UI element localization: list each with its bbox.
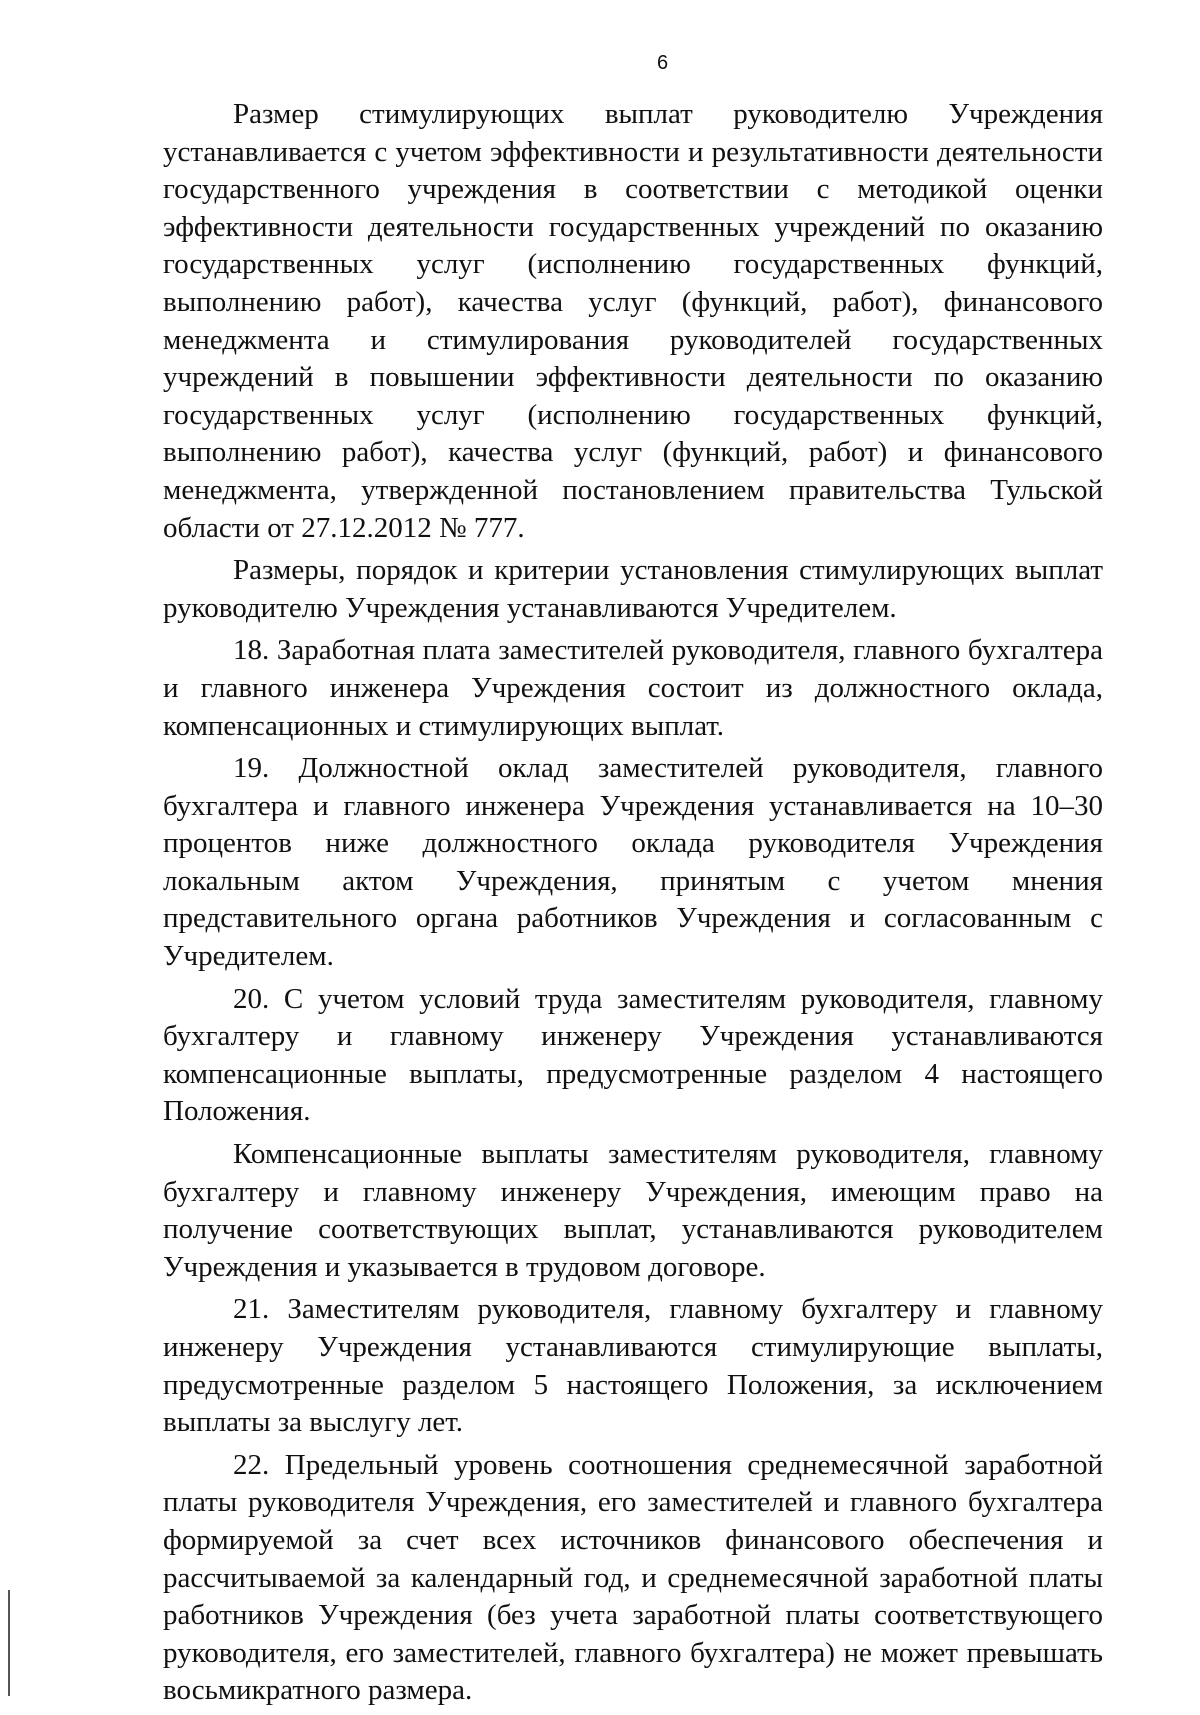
paragraph: Размер стимулирующих выплат руководителю Учреждения устанавливается с учетом эффективности и результативности деятельности государственного учреждения в соответствии с методикой оценки эффективности деятельности государственных учреждений по оказанию государственных услуг (исполнению государственных функций, выполнению работ), качества услуг (функций, работ), финансового менеджмента и стимулирования руководителей государственных учреждений в повышении эффективности деятельности по оказанию государственных услуг (исполнению государственных функций, выполнению работ), качества услуг (функций, работ) и финансового менеджмента, утвержденной постановлением правительства Тульской области от 27.12.2012 № 777. bbox=[163, 98, 1103, 544]
paragraph: Компенсационные выплаты заместителям руководителя, главному бухгалтеру и главному инженеру Учреждения, имеющим право на получение соответствующих выплат, устанавливаются руководителем Учреждения и указывается в трудовом договоре. bbox=[163, 1138, 1103, 1283]
scan-edge-line bbox=[8, 1590, 10, 1696]
paragraph: 21. Заместителям руководителя, главному бухгалтеру и главному инженеру Учреждения устанавливаются стимулирующие выплаты, предусмотренные разделом 5 настоящего Положения, за исключением выплаты за выслугу лет. bbox=[163, 1293, 1103, 1439]
paragraph: 20. С учетом условий труда заместителям руководителя, главному бухгалтеру и главному инженеру Учреждения устанавливаются компенсационные выплаты, предусмотренные разделом 4 настоящего Положения. bbox=[163, 982, 1103, 1128]
paragraph: 22. Предельный уровень соотношения среднемесячной заработной платы руководителя Учреждения, его заместителей и главного бухгалтера формируемой за счет всех источников финансового обеспечения и рассчитываемой за календарный год, и среднемесячной заработной платы работников Учреждения (без учета заработной платы соответствующего руководителя, его заместителей, главного бухгалтера) не может превышать восьмикратного размера. bbox=[163, 1448, 1103, 1707]
document-body bbox=[163, 96, 1103, 1715]
page-number: 6 bbox=[656, 52, 669, 74]
paragraph: Размеры, порядок и критерии установления стимулирующих выплат руководителю Учреждения устанавливаются Учредителем. bbox=[163, 554, 1103, 624]
paragraph: 19. Должностной оклад заместителей руководителя, главного бухгалтера и главного инженера Учреждения устанавливается на 10–30 процентов ниже должностного оклада руководителя Учреждения локальным актом Учреждения, принятым с учетом мнения представительного органа работников Учреждения и согласованным с Учредителем. bbox=[163, 752, 1103, 973]
paragraph: 18. Заработная плата заместителей руководителя, главного бухгалтера и главного инженера Учреждения состоит из должностного оклада, компенсационных и стимулирующих выплат. bbox=[163, 634, 1103, 742]
